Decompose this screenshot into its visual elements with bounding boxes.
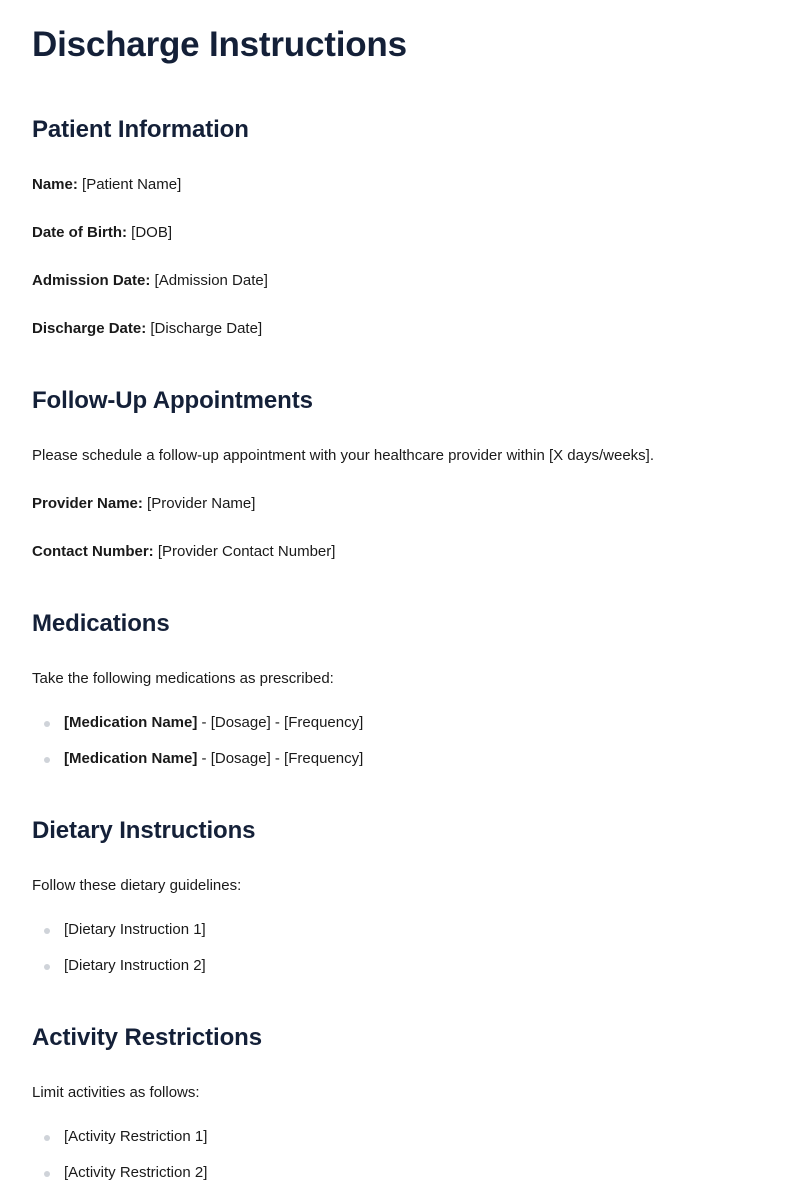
patient-information-section bbox=[32, 115, 768, 339]
medications-list bbox=[32, 713, 768, 769]
field-value: [Provider Name] bbox=[147, 495, 256, 512]
field-date-of-birth bbox=[32, 223, 768, 243]
list-item bbox=[32, 749, 768, 769]
list-item bbox=[32, 713, 768, 733]
field-label: Name: bbox=[32, 176, 78, 193]
field-value: [Provider Contact Number] bbox=[157, 543, 336, 560]
list-item bbox=[32, 1163, 768, 1183]
activity-list bbox=[32, 1127, 768, 1183]
follow-up-intro: Please schedule a follow-up appointment with your healthcare provider within [X days/weeks]. bbox=[32, 447, 655, 464]
field-label: Contact Number: bbox=[32, 543, 154, 560]
bullet-icon bbox=[44, 928, 50, 934]
field-value: [DOB] bbox=[131, 224, 173, 241]
bullet-icon bbox=[44, 757, 50, 763]
list-item bbox=[32, 920, 768, 940]
dietary-section bbox=[32, 816, 768, 976]
dietary-list bbox=[32, 920, 768, 976]
activity-intro: Limit activities as follows: bbox=[32, 1084, 200, 1101]
field-value: [Patient Name] bbox=[82, 176, 182, 193]
medication-name: [Medication Name] bbox=[64, 714, 198, 731]
section-heading-follow-up: Follow-Up Appointments bbox=[32, 387, 313, 414]
section-heading-patient-information: Patient Information bbox=[32, 116, 249, 143]
field-label: Date of Birth: bbox=[32, 224, 127, 241]
page-title: Discharge Instructions bbox=[32, 25, 407, 64]
dietary-item-text: [Dietary Instruction 1] bbox=[64, 921, 206, 938]
field-name bbox=[32, 175, 768, 195]
section-heading-dietary: Dietary Instructions bbox=[32, 817, 256, 844]
follow-up-section bbox=[32, 386, 768, 562]
field-value: [Admission Date] bbox=[154, 272, 268, 289]
bullet-icon bbox=[44, 1171, 50, 1177]
activity-item-text: [Activity Restriction 2] bbox=[64, 1164, 208, 1181]
field-provider-name bbox=[32, 494, 768, 514]
bullet-icon bbox=[44, 1135, 50, 1141]
medications-section bbox=[32, 609, 768, 769]
field-contact-number bbox=[32, 542, 768, 562]
bullet-icon bbox=[44, 721, 50, 727]
section-heading-medications: Medications bbox=[32, 610, 170, 637]
field-admission-date bbox=[32, 271, 768, 291]
field-discharge-date bbox=[32, 319, 768, 339]
field-value: [Discharge Date] bbox=[150, 320, 263, 337]
activity-item-text: [Activity Restriction 1] bbox=[64, 1128, 208, 1145]
medication-detail: - [Dosage] - [Frequency] bbox=[201, 750, 364, 767]
medication-name: [Medication Name] bbox=[64, 750, 198, 767]
field-label: Discharge Date: bbox=[32, 320, 147, 337]
section-heading-activity: Activity Restrictions bbox=[32, 1024, 262, 1051]
medication-detail: - [Dosage] - [Frequency] bbox=[201, 714, 364, 731]
bullet-icon bbox=[44, 964, 50, 970]
field-label: Provider Name: bbox=[32, 495, 143, 512]
list-item bbox=[32, 1127, 768, 1147]
activity-section bbox=[32, 1023, 768, 1183]
field-label: Admission Date: bbox=[32, 272, 151, 289]
medications-intro: Take the following medications as prescribed: bbox=[32, 670, 334, 687]
dietary-intro: Follow these dietary guidelines: bbox=[32, 877, 242, 894]
list-item bbox=[32, 956, 768, 976]
dietary-item-text: [Dietary Instruction 2] bbox=[64, 957, 206, 974]
